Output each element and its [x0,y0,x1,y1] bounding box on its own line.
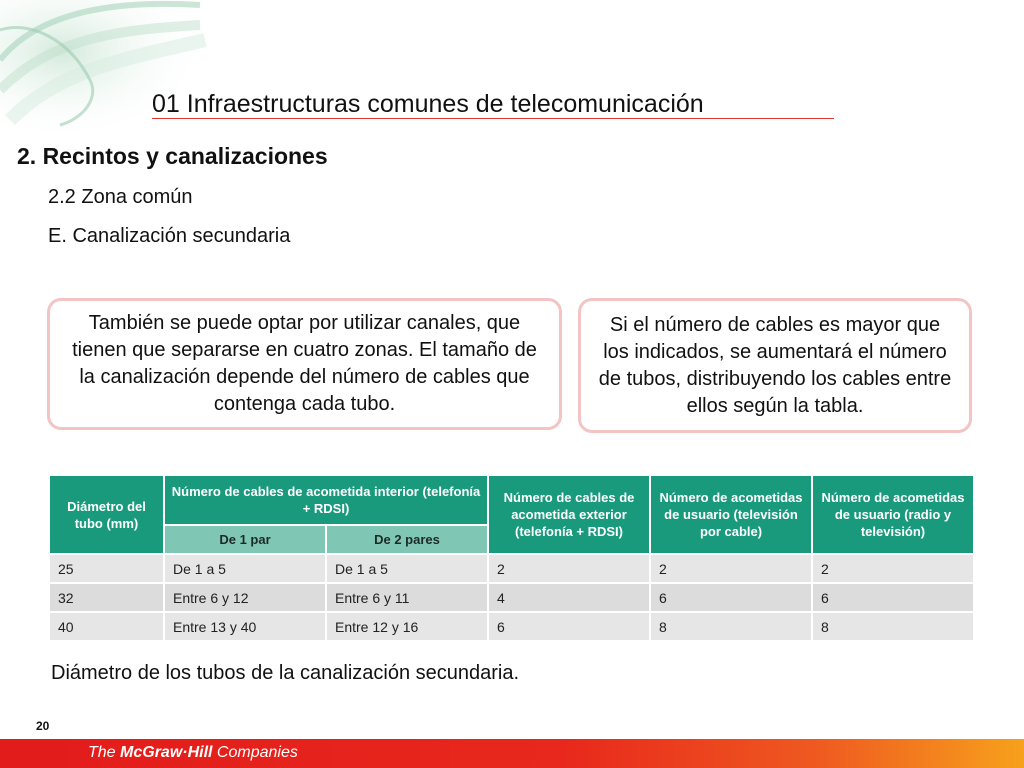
note-text-left: También se puede optar por utilizar canales, que tienen que separarse en cuatro zonas. El tamaño de la canalización depende del número de cables que contenga cada tubo. [72,312,537,415]
table-cell: 4 [488,583,650,612]
table-cell: 25 [49,554,164,583]
table-cell: Entre 6 y 12 [164,583,326,612]
section-title: 2. Recintos y canalizaciones [17,143,328,169]
note-box-right [578,298,972,433]
table-row [49,554,974,583]
table-cell: 2 [488,554,650,583]
table-cell: De 1 a 5 [326,554,488,583]
table-row [49,583,974,612]
title-underline [152,118,834,119]
footer-bar [0,739,1024,768]
page-title: 01 Infraestructuras comunes de telecomunicación [152,90,704,118]
brand-companies: Companies [212,744,298,761]
subsection-title: 2.2 Zona común [48,186,193,208]
table-cell: 32 [49,583,164,612]
table-cell: 2 [812,554,974,583]
table-cell: 8 [650,612,812,641]
header-diameter: Diámetro del tubo (mm) [49,475,164,554]
header-exterior-cables: Número de cables de acometida exterior (telefonía + RDSI) [488,475,650,554]
table-row [49,612,974,641]
table-cell: 8 [812,612,974,641]
header-tv-cable: Número de acometidas de usuario (televisión por cable) [650,475,812,554]
subheader-1-par: De 1 par [164,525,326,554]
table-cell: 6 [812,583,974,612]
table-cell: Entre 12 y 16 [326,612,488,641]
header-radio-tv: Número de acometidas de usuario (radio y televisión) [812,475,974,554]
header-interior-cables: Número de cables de acometida interior (telefonía + RDSI) [164,475,488,525]
table-cell: 40 [49,612,164,641]
brand-name: McGraw·Hill [120,744,213,761]
table-caption: Diámetro de los tubos de la canalización secundaria. [51,662,520,684]
table-cell: De 1 a 5 [164,554,326,583]
publisher-logo [88,742,298,764]
note-box-left [47,298,562,430]
table-cell: 2 [650,554,812,583]
brand-the: The [88,744,121,761]
table-cell: 6 [488,612,650,641]
page-number: 20 [36,719,50,733]
tube-diameter-table [48,474,975,642]
subsubsection-title: E. Canalización secundaria [48,225,291,247]
subheader-2-pares: De 2 pares [326,525,488,554]
note-text-right: Si el número de cables es mayor que los indicados, se aumentará el número de tubos, distribuyendo los cables entre ellos según la tabla. [598,313,952,417]
table-cell: 6 [650,583,812,612]
table-cell: Entre 6 y 11 [326,583,488,612]
table-cell: Entre 13 y 40 [164,612,326,641]
